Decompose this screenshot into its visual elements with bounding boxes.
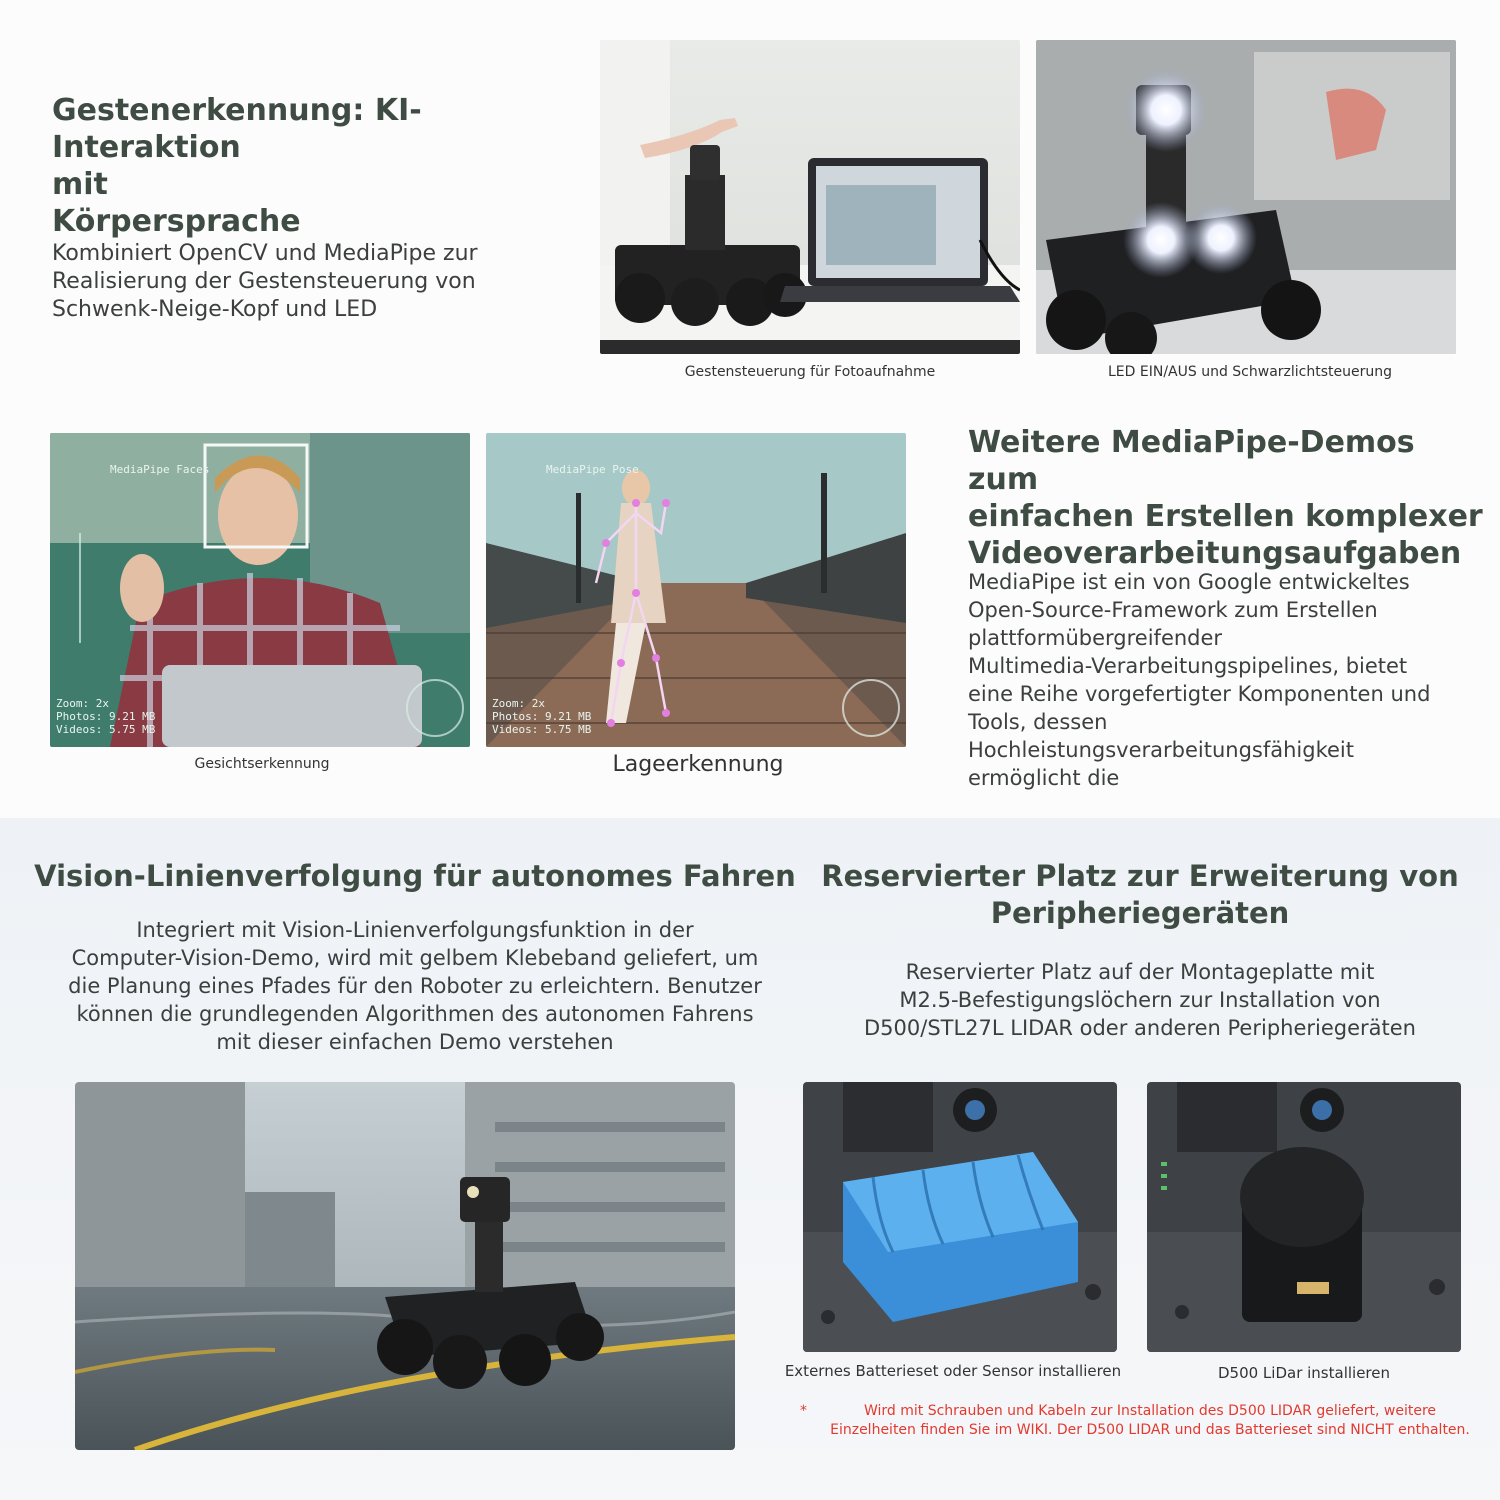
hud-videos: Videos: 5.75 MB [492,723,592,736]
vision-title: Vision-Linienverfolgung für autonomes Fahren [34,859,796,893]
mediapipe-desc-line: ermöglicht die [968,766,1120,790]
reserved-desc-line: M2.5-Befestigungslöchern zur Installation von [899,988,1381,1012]
note-asterisk: * [800,1403,807,1419]
reserved-desc-line: D500/STL27L LIDAR oder anderen Peripheriegeräten [864,1016,1416,1040]
mediapipe-desc-line: eine Reihe vorgefertigter Komponenten und [968,682,1431,706]
gesture-description [52,240,572,324]
line-following-image [75,1082,735,1450]
reserved-title-line: Peripheriegeräten [990,896,1290,930]
gesture-desc-line: Schwenk-Neige-Kopf und LED [52,297,378,322]
hud-pose-label: MediaPipe Pose [546,463,639,476]
reserved-title [815,858,1465,932]
note-line: Wird mit Schrauben und Kabeln zur Installation des D500 LIDAR geliefert, weitere [863,1403,1437,1419]
gesture-title [52,92,592,240]
hud-photos: Photos: 9.21 MB [56,710,156,723]
reserved-desc-line: Reservierter Platz auf der Montageplatte mit [905,960,1375,984]
mediapipe-title-line: Weitere MediaPipe-Demos zum [968,425,1415,497]
note-text [810,1402,1490,1440]
hud-face-label: MediaPipe Faces [110,463,210,476]
caption-battery: Externes Batterieset oder Sensor installieren [784,1362,1122,1380]
reserved-title-line: Reservierter Platz zur Erweiterung von [821,859,1459,893]
gesture-title-line: mit [52,167,108,202]
mediapipe-desc-line: Open-Source-Framework zum Erstellen [968,598,1378,622]
vision-desc-line: die Planung eines Pfades für den Roboter zu erleichtern. Benutzer [68,974,762,998]
hud-zoom: Zoom: 2x [492,697,545,710]
mediapipe-desc-line: plattformübergreifender [968,626,1223,650]
gesture-desc-line: Realisierung der Gestensteuerung von [52,269,476,294]
mediapipe-title-line: Videoverarbeitungsaufgaben [968,536,1462,571]
gesture-title-line: Gestenerkennung: KI-Interaktion [52,93,422,165]
face-detection-image [50,433,470,747]
lidar-image [1147,1082,1461,1352]
battery-pack-image [803,1082,1117,1352]
hud-photos: Photos: 9.21 MB [492,710,592,723]
mediapipe-description [968,568,1488,792]
led-control-image [1036,40,1456,354]
caption-pose-detection: Lageerkennung [612,752,784,777]
mediapipe-desc-line: Tools, dessen [968,710,1108,734]
caption-led-control: LED EIN/AUS und Schwarzlichtsteuerung [1108,364,1392,380]
vision-desc-line: mit dieser einfachen Demo verstehen [216,1030,614,1054]
vision-desc-line: Integriert mit Vision-Linienverfolgungsfunktion in der [136,918,694,942]
hud-videos: Videos: 5.75 MB [56,723,156,736]
vision-description [20,916,810,1056]
caption-gesture-photo: Gestensteuerung für Fotoaufnahme [684,364,936,380]
gesture-desc-line: Kombiniert OpenCV und MediaPipe zur [52,241,478,266]
mediapipe-title [968,424,1488,572]
mediapipe-desc-line: Multimedia-Verarbeitungspipelines, bietet [968,654,1408,678]
caption-face-detection: Gesichtserkennung [194,756,330,772]
gesture-title-line: Körpersprache [52,204,301,239]
mediapipe-desc-line: MediaPipe ist ein von Google entwickeltes [968,570,1410,594]
reserved-description [815,958,1465,1042]
vision-desc-line: können die grundlegenden Algorithmen des autonomen Fahrens [76,1002,754,1026]
hud-zoom: Zoom: 2x [56,697,109,710]
caption-lidar: D500 LiDar installieren [1217,1364,1391,1382]
gesture-photo-capture-image [600,40,1020,354]
note-line: Einzelheiten finden Sie im WIKI. Der D500 LIDAR und das Batterieset sind NICHT enthalten. [830,1422,1470,1438]
mediapipe-desc-line: Hochleistungsverarbeitungsfähigkeit [968,738,1354,762]
pose-detection-image [486,433,906,747]
vision-desc-line: Computer-Vision-Demo, wird mit gelbem Klebeband geliefert, um [71,946,759,970]
mediapipe-title-line: einfachen Erstellen komplexer [968,499,1483,534]
